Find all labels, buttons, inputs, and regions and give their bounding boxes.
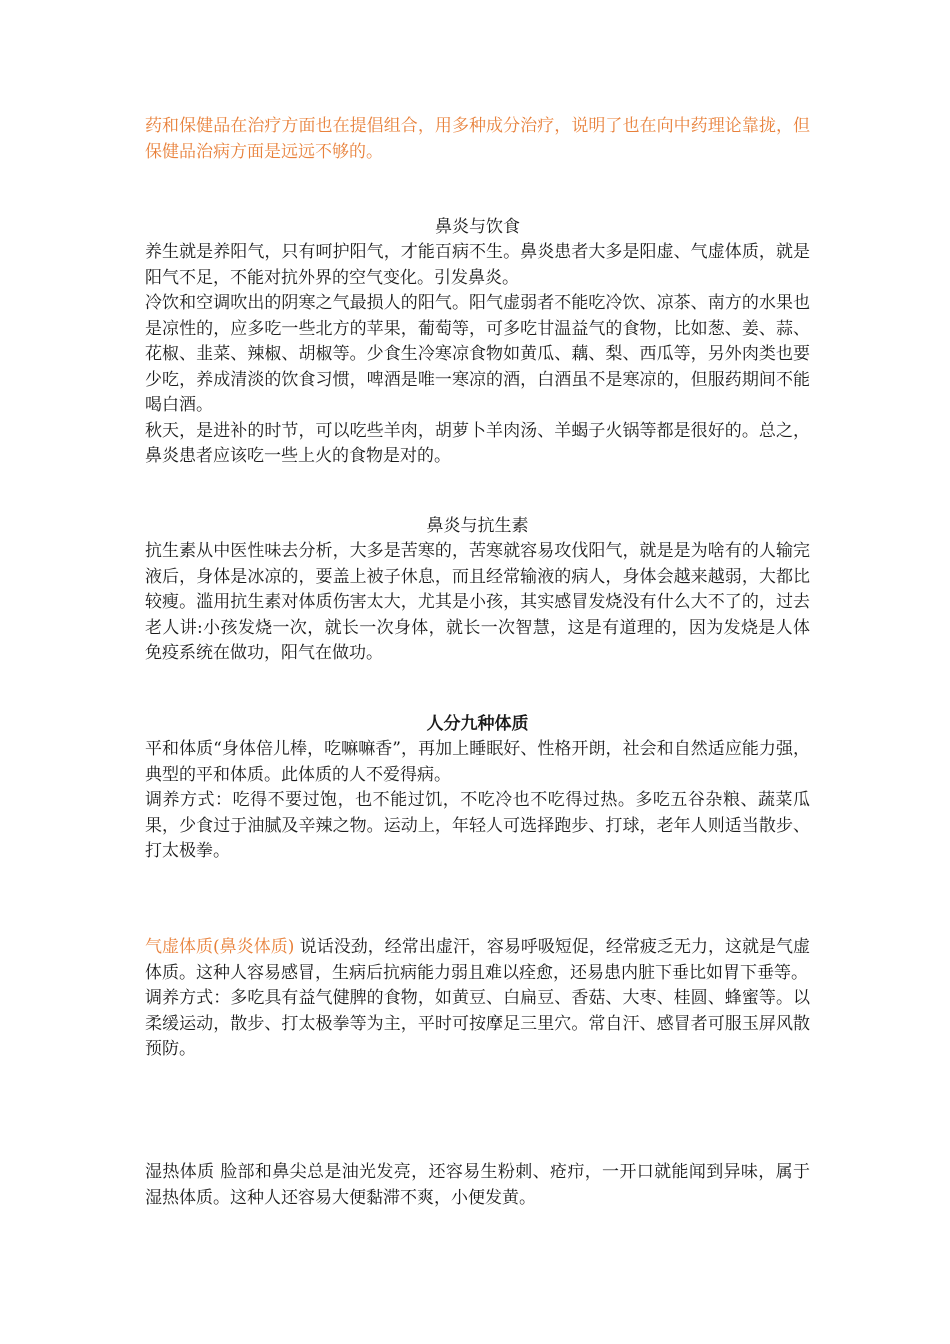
- paragraph: 养生就是养阳气，只有呵护阳气，才能百病不生。鼻炎患者大多是阳虚、气虚体质，就是阳气不足，不能对抗外界的空气变化。引发鼻炎。: [145, 242, 810, 288]
- section-title-constitution: 人分九种体质: [426, 714, 529, 734]
- section-title-diet: 鼻炎与饮食: [435, 217, 520, 237]
- section-body-diet: [145, 240, 810, 470]
- paragraph: [145, 935, 810, 986]
- qi-constitution-description: 说话没劲，经常出虚汗，容易呼吸短促，经常疲乏无力，这就是气虚体质。这种人容易感冒，生病后抗病能力弱且难以痊愈，还易患内脏下垂比如胃下垂等。: [145, 937, 810, 983]
- section-body-damp-heat: [145, 1160, 810, 1211]
- section-title-antibiotics: 鼻炎与抗生素: [426, 516, 529, 536]
- paragraph: 抗生素从中医性味去分析，大多是苦寒的，苦寒就容易攻伐阳气，就是是为啥有的人输完液后，身体是冰凉的，要盖上被子休息，而且经常输液的病人，身体会越来越弱，大都比较瘦。滥用抗生素对体质伤害太大，尤其是小孩，其实感冒发烧没有什么大不了的，过去老人讲:小孩发烧一次，就长一次身体，就长一次智慧，这是有道理的，因为发烧是人体免疫系统在做功，阳气在做功。: [145, 541, 810, 663]
- qi-constitution-lead: 气虚体质(鼻炎体质): [145, 937, 295, 957]
- paragraph: 调养方式：吃得不要过饱，也不能过饥，不吃冷也不吃得过热。多吃五谷杂粮、蔬菜瓜果，少食过于油腻及辛辣之物。运动上，年轻人可选择跑步、打球，老年人则适当散步、打太极拳。: [145, 790, 810, 861]
- section-body-constitution: [145, 737, 810, 865]
- paragraph: 冷饮和空调吹出的阴寒之气最损人的阳气。阳气虚弱者不能吃冷饮、凉茶、南方的水果也是凉性的，应多吃一些北方的苹果，葡萄等，可多吃甘温益气的食物，比如葱、姜、蒜、花椒、韭菜、辣椒、胡椒等。少食生冷寒凉食物如黄瓜、藕、梨、西瓜等，另外肉类也要少吃，养成清淡的饮食习惯，啤酒是唯一寒凉的酒，白酒虽不是寒凉的，但服药期间不能喝白酒。: [145, 293, 810, 415]
- paragraph: 湿热体质 脸部和鼻尖总是油光发亮，还容易生粉刺、疮疖，一开口就能闻到异味，属于湿热体质。这种人还容易大便黏滞不爽，小便发黄。: [145, 1162, 810, 1208]
- section-body-antibiotics: [145, 539, 810, 667]
- paragraph: 秋天，是进补的时节，可以吃些羊肉，胡萝卜羊肉汤、羊蝎子火锅等都是很好的。总之，鼻炎患者应该吃一些上火的食物是对的。: [145, 420, 810, 466]
- intro-paragraph: 药和保健品在治疗方面也在提倡组合，用多种成分治疗，说明了也在向中药理论靠拢，但保健品治病方面是远远不够的。: [145, 116, 810, 162]
- paragraph: 平和体质“身体倍儿棒，吃嘛嘛香”，再加上睡眠好、性格开朗，社会和自然适应能力强，典型的平和体质。此体质的人不爱得病。: [145, 739, 810, 785]
- section-body-qi: [145, 935, 810, 1063]
- paragraph: 调养方式：多吃具有益气健脾的食物，如黄豆、白扁豆、香菇、大枣、桂圆、蜂蜜等。以柔缓运动，散步、打太极拳等为主，平时可按摩足三里穴。常自汗、感冒者可服玉屏风散预防。: [145, 988, 810, 1059]
